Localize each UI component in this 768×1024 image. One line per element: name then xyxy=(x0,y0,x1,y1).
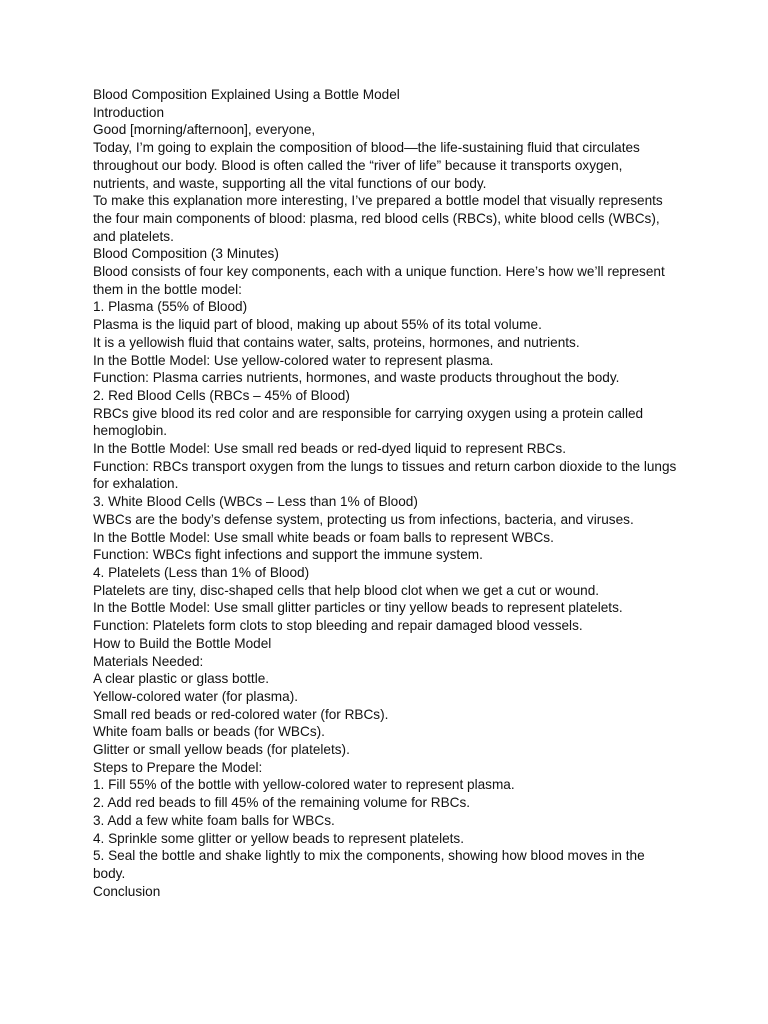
paragraph-wbcs-description: WBCs are the body’s defense system, protecting us from infections, bacteria, and viruses. xyxy=(93,511,634,527)
heading-blood-composition: Blood Composition (3 Minutes) xyxy=(93,246,279,262)
document-body xyxy=(93,86,678,900)
list-item: Small red beads or red-colored water (for RBCs). xyxy=(93,706,389,722)
list-item: White foam balls or beads (for WBCs). xyxy=(93,724,325,740)
paragraph-components-intro: Blood consists of four key components, each with a unique function. Here’s how we’ll represent them in the bottle model: xyxy=(93,264,665,297)
heading-wbcs: 3. White Blood Cells (WBCs – Less than 1% of Blood) xyxy=(93,494,418,510)
paragraph-plasma-model: In the Bottle Model: Use yellow-colored water to represent plasma. xyxy=(93,352,494,368)
paragraph-plasma-description: It is a yellowish fluid that contains water, salts, proteins, hormones, and nutrients. xyxy=(93,334,580,350)
paragraph-platelets-model: In the Bottle Model: Use small glitter particles or tiny yellow beads to represent platelets. xyxy=(93,600,623,616)
list-item: 1. Fill 55% of the bottle with yellow-colored water to represent plasma. xyxy=(93,777,515,793)
paragraph-platelets-function: Function: Platelets form clots to stop bleeding and repair damaged blood vessels. xyxy=(93,618,583,634)
heading-conclusion: Conclusion xyxy=(93,883,161,899)
paragraph-wbcs-function: Function: WBCs fight infections and support the immune system. xyxy=(93,547,483,563)
list-item: Yellow-colored water (for plasma). xyxy=(93,688,298,704)
heading-steps: Steps to Prepare the Model: xyxy=(93,759,263,775)
heading-platelets: 4. Platelets (Less than 1% of Blood) xyxy=(93,564,310,580)
paragraph-rbcs-function: Function: RBCs transport oxygen from the lungs to tissues and return carbon dioxide to the lungs for exhalation. xyxy=(93,458,677,492)
list-item: 5. Seal the bottle and shake lightly to mix the components, showing how blood moves in the body. xyxy=(93,848,645,881)
paragraph-intro: Today, I’m going to explain the composition of blood—the life-sustaining fluid that circulates throughout our body. Blood is often called the “river of life” because it transports oxygen, nutrients, and waste, supporting all the vital functions of our body. xyxy=(93,140,640,191)
heading-introduction: Introduction xyxy=(93,104,165,120)
heading-materials: Materials Needed: xyxy=(93,653,204,669)
list-item: 3. Add a few white foam balls for WBCs. xyxy=(93,812,335,828)
heading-rbcs: 2. Red Blood Cells (RBCs – 45% of Blood) xyxy=(93,387,350,403)
document-title: Blood Composition Explained Using a Bottle Model xyxy=(93,87,400,102)
paragraph-model-intro: To make this explanation more interesting, I’ve prepared a bottle model that visually represents the four main components of blood: plasma, red blood cells (RBCs), white blood cells (WBCs), and platelets. xyxy=(93,193,663,244)
list-item: Glitter or small yellow beads (for platelets). xyxy=(93,742,350,758)
paragraph-rbcs-model: In the Bottle Model: Use small red beads or red-dyed liquid to represent RBCs. xyxy=(93,441,566,457)
paragraph-greeting: Good [morning/afternoon], everyone, xyxy=(93,122,316,138)
paragraph-wbcs-model: In the Bottle Model: Use small white beads or foam balls to represent WBCs. xyxy=(93,529,554,545)
heading-build-model: How to Build the Bottle Model xyxy=(93,635,272,651)
heading-plasma: 1. Plasma (55% of Blood) xyxy=(93,299,248,315)
paragraph-plasma-definition: Plasma is the liquid part of blood, making up about 55% of its total volume. xyxy=(93,317,542,333)
paragraph-plasma-function: Function: Plasma carries nutrients, hormones, and waste products throughout the body. xyxy=(93,370,620,386)
paragraph-rbcs-description: RBCs give blood its red color and are responsible for carrying oxygen using a protein called hemoglobin. xyxy=(93,405,644,439)
paragraph-platelets-description: Platelets are tiny, disc-shaped cells that help blood clot when we get a cut or wound. xyxy=(93,582,600,598)
list-item: 2. Add red beads to fill 45% of the remaining volume for RBCs. xyxy=(93,795,471,811)
list-item: A clear plastic or glass bottle. xyxy=(93,671,270,687)
list-item: 4. Sprinkle some glitter or yellow beads to represent platelets. xyxy=(93,830,464,846)
